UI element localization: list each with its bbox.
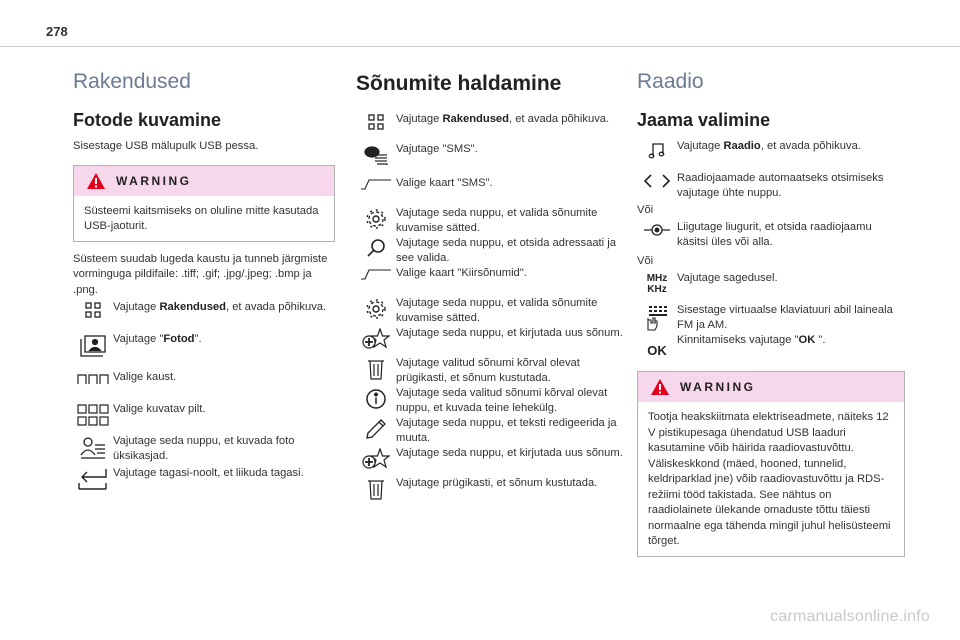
step-row [356, 176, 624, 206]
step-text: Vajutage "Fotod". [113, 333, 202, 345]
column-messages [356, 58, 624, 506]
step-text: Vajutage Rakendused, et avada põhikuva. [396, 113, 610, 125]
step-row [356, 326, 624, 356]
step-row [356, 356, 624, 386]
step-text: Vajutage valitud sõnumi kõrval olevat prügikasti, et sõnum kustutada. [396, 357, 580, 384]
step-text: Vajutage prügikasti, et sõnum kustutada. [396, 477, 598, 489]
info-icon [365, 388, 387, 410]
step-row [356, 296, 624, 326]
step-text: Liigutage liugurit, et otsida raadiojaamu käsitsi üles või alla. [677, 221, 872, 248]
step-text: Vajutage tagasi-noolt, et liikuda tagasi. [113, 467, 304, 479]
search-icon [366, 238, 386, 258]
grid-apps-icon [368, 114, 384, 130]
step-text: Vajutage "SMS". [396, 143, 478, 155]
step-row [356, 236, 624, 266]
step-row [356, 142, 624, 176]
section-title-radio: Raadio [637, 70, 704, 93]
column-apps [73, 58, 335, 498]
step-text: Valige kaart "Kiirsõnumid". [396, 267, 527, 279]
radio-steps [637, 139, 905, 367]
warning-header [74, 166, 334, 196]
header-divider [0, 46, 960, 47]
step-row [73, 370, 335, 402]
or-label: Või [637, 204, 654, 216]
settings-gear-icon [365, 208, 387, 230]
step-text: Vajutage seda nuppu, et valida sõnumite kuvamise sätted. [396, 297, 598, 324]
step-row [356, 112, 624, 142]
trash-icon [367, 478, 385, 500]
photo-details-icon [79, 436, 107, 460]
tab-icon [360, 178, 392, 190]
step-text: Vajutage seda valitud sõnumi kõrval olevat nuppu, et kuvada teine lehekülg. [396, 387, 608, 414]
step-text: Valige kaart "SMS". [396, 177, 493, 189]
step-text: Vajutage seda nuppu, et kuvada foto üksikasjad. [113, 435, 295, 462]
pencil-icon [365, 418, 387, 440]
step-row [356, 416, 624, 446]
step-row [637, 303, 905, 333]
intro-text: Sisestage USB mälupulk USB pessa. [73, 140, 259, 152]
warning-triangle-icon [86, 172, 106, 190]
subtitle-station: Jaama valimine [637, 110, 771, 130]
seek-arrows-icon [643, 173, 671, 189]
warning-text: Süsteemi kaitsmiseks on oluline mitte kasutada USB-jaoturit. [84, 204, 319, 232]
settings-gear-icon [365, 298, 387, 320]
step-text: Vajutage seda nuppu, et kirjutada uus sõnum. [396, 447, 623, 459]
warning-box [637, 371, 905, 557]
back-arrow-icon [78, 468, 108, 490]
step-text: Vajutage Raadio, et avada põhikuva. [677, 140, 861, 152]
subtitle-photos: Fotode kuvamine [73, 110, 222, 130]
supported-formats-text: Süsteem suudab lugeda kaustu ja tunneb järgmiste vorminguga pildifaile: .tiff; .gif; .jpg/.jpeg; .bmp ja .png. [73, 252, 328, 296]
warning-title: WARNING [680, 380, 756, 394]
photo-steps [73, 300, 335, 498]
step-row [356, 386, 624, 416]
step-text: Vajutage seda nuppu, et teksti redigeerida ja muuta. [396, 417, 617, 444]
step-text: Sisestage virtuaalse klaviatuuri abil laineala FM ja AM. [677, 304, 893, 331]
photo-icon [79, 334, 107, 358]
step-row [637, 139, 905, 171]
trash-icon [367, 358, 385, 380]
thumbnail-grid-icon [77, 404, 109, 426]
step-text: Kinnitamiseks vajutage "OK ". [677, 334, 826, 346]
step-row [356, 266, 624, 296]
tab-icon [360, 268, 392, 280]
column-radio [637, 58, 905, 567]
warning-box [73, 165, 335, 242]
section-title-messages: Sõnumite haldamine [356, 72, 562, 95]
add-star-icon [362, 448, 390, 470]
section-title-apps: Rakendused [73, 70, 191, 93]
step-row [73, 332, 335, 370]
step-row [73, 300, 335, 332]
warning-title: WARNING [116, 173, 192, 188]
folder-tabs-icon [77, 372, 109, 386]
step-row [73, 466, 335, 498]
add-star-icon [362, 328, 390, 350]
music-note-icon [648, 141, 666, 159]
step-row [356, 476, 624, 506]
warning-header [638, 372, 904, 402]
or-label: Või [637, 255, 654, 267]
step-text: Valige kuvatav pilt. [113, 403, 206, 415]
step-row [637, 171, 905, 201]
step-text: Vajutage seda nuppu, et kirjutada uus sõnum. [396, 327, 623, 339]
step-row [637, 333, 905, 367]
step-text: Vajutage seda nuppu, et valida sõnumite kuvamise sätted. [396, 207, 598, 234]
step-text: Vajutage Rakendused, et avada põhikuva. [113, 301, 327, 313]
warning-text: Tootja heakskiitmata elektriseadmete, näiteks 12 V pistikupesaga ühendatud USB laaduri kasutamine võib häirida raadiovastuvõttu. Väliskeskkond (mäed, hooned, tunnelid, keldriparklad jne) võib raadiovastuvõttu ja RDS-režiimi tööd takistada. See nähtus on raadiolainete ülekande omaduste tõttu täiesti normaalne ega tähenda mingil juhul helisüsteemi tõrget. [648, 411, 891, 547]
step-text: Raadiojaamade automaatseks otsimiseks vajutage ühte nuppu. [677, 172, 884, 199]
step-row [637, 271, 905, 303]
step-row [356, 206, 624, 236]
step-row [637, 220, 905, 252]
step-row [73, 434, 335, 466]
message-steps [356, 112, 624, 506]
sms-icon [363, 144, 389, 166]
step-row [73, 402, 335, 434]
slider-icon [643, 222, 671, 238]
grid-apps-icon [85, 302, 101, 318]
step-text: Vajutage seda nuppu, et otsida adressaati ja see valida. [396, 237, 616, 264]
keyboard-touch-icon [644, 305, 670, 331]
warning-triangle-icon [650, 378, 670, 396]
page-number: 278 [46, 24, 68, 39]
frequency-icon: MHz KHz [646, 273, 668, 295]
watermark: carmanualsonline.info [770, 608, 930, 625]
ok-icon: OK [647, 343, 667, 358]
step-text: Valige kaust. [113, 371, 177, 383]
step-text: Vajutage sagedusel. [677, 272, 778, 284]
step-row [356, 446, 624, 476]
